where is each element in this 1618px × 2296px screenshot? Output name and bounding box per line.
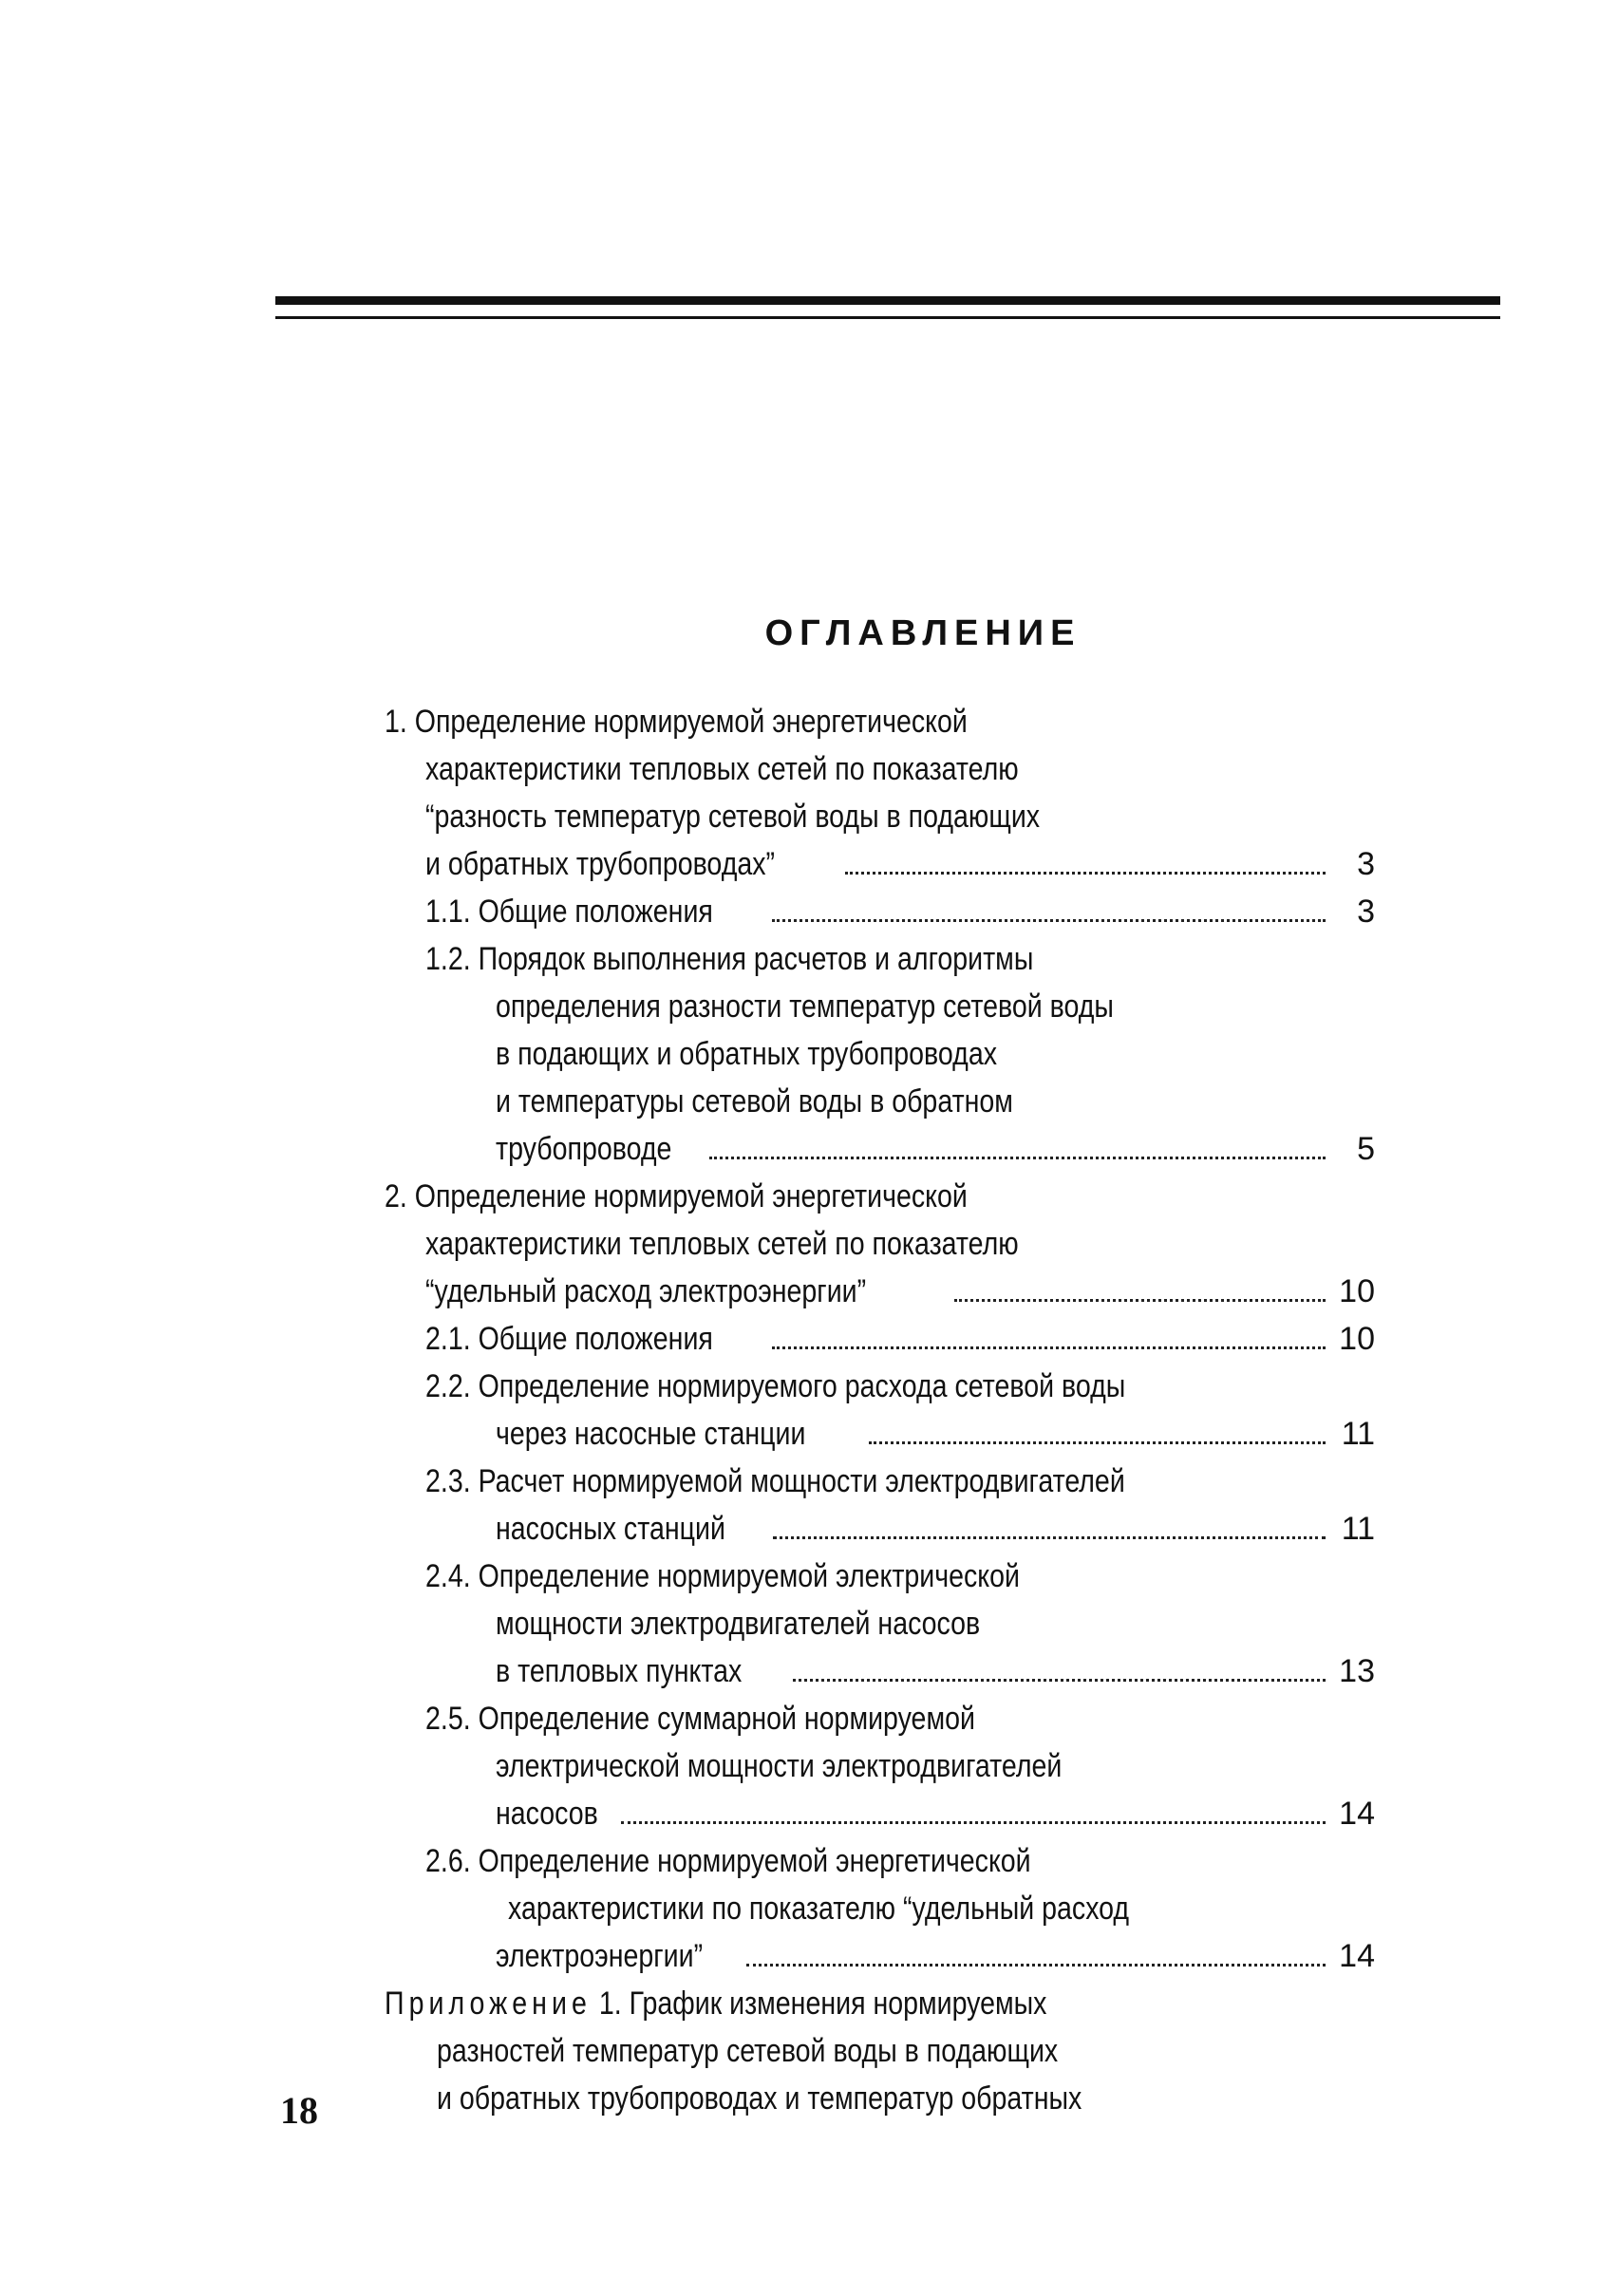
toc-entry-2-1-page: 10 bbox=[1339, 1321, 1375, 1357]
toc-entry-2-2-final-text: через насосные станции bbox=[496, 1416, 806, 1452]
toc-entry-1-2-final-text: трубопроводе bbox=[496, 1131, 672, 1167]
toc-entry-2-4-line-2: мощности электродвигателей насосов bbox=[496, 1606, 981, 1642]
dot-leader bbox=[746, 1964, 1326, 1967]
toc-entry-2-3-page: 11 bbox=[1341, 1511, 1375, 1547]
toc-entry-2-6-line-1: 2.6. Определение нормируемой энергетической bbox=[425, 1843, 1031, 1879]
dot-leader bbox=[621, 1821, 1326, 1824]
toc-entry-2-page: 10 bbox=[1339, 1273, 1375, 1309]
toc-entry-1-1-text: 1.1. Общие положения bbox=[425, 894, 713, 930]
toc-entry-1-2-line-3: в подающих и обратных трубопроводах bbox=[496, 1036, 997, 1072]
toc-title: ОГЛАВЛЕНИЕ bbox=[764, 613, 1082, 653]
toc-entry-2-5-final bbox=[496, 1795, 1375, 1833]
toc-entry-1-page: 3 bbox=[1357, 846, 1375, 882]
toc-entry-1-1 bbox=[425, 893, 1375, 931]
toc-entry-2-5-line-1: 2.5. Определение суммарной нормируемой bbox=[425, 1701, 975, 1737]
toc-entry-2-3-line-1: 2.3. Расчет нормируемой мощности электродвигателей bbox=[425, 1463, 1125, 1499]
toc-entry-2-6-final-text: электроэнергии” bbox=[496, 1938, 704, 1974]
dot-leader bbox=[709, 1157, 1326, 1159]
toc-entry-1-2-line-2: определения разности температур сетевой воды bbox=[496, 988, 1114, 1025]
toc-entry-2-line-2: характеристики тепловых сетей по показателю bbox=[425, 1226, 1019, 1262]
toc-entry-2-line-1: 2. Определение нормируемой энергетической bbox=[385, 1178, 968, 1214]
toc-appendix-line-1 bbox=[385, 1985, 1046, 2023]
dot-leader bbox=[793, 1679, 1326, 1682]
toc-entry-2-6-final bbox=[496, 1937, 1375, 1975]
toc-entry-2-2-line-1: 2.2. Определение нормируемого расхода сетевой воды bbox=[425, 1368, 1126, 1404]
dot-leader bbox=[954, 1299, 1326, 1302]
toc-entry-2-5-final-text: насосов bbox=[496, 1796, 598, 1832]
dot-leader bbox=[845, 872, 1326, 875]
toc-entry-2-2-final bbox=[496, 1415, 1375, 1453]
toc-entry-2-4-final-text: в тепловых пунктах bbox=[496, 1653, 743, 1689]
toc-entry-1-2-line-4: и температуры сетевой воды в обратном bbox=[496, 1083, 1013, 1120]
toc-entry-2-6-line-2: характеристики по показателю “удельный расход bbox=[508, 1891, 1130, 1927]
page-number: 18 bbox=[280, 2089, 318, 2132]
toc-entry-2-2-page: 11 bbox=[1341, 1416, 1375, 1452]
toc-entry-2-1 bbox=[425, 1320, 1375, 1358]
toc-entry-2-6-page: 14 bbox=[1339, 1938, 1375, 1974]
dot-leader bbox=[773, 1536, 1326, 1539]
toc-appendix-line-3: и обратных трубопроводах и температур обратных bbox=[437, 2080, 1082, 2117]
toc-entry-2-3-final bbox=[496, 1510, 1375, 1548]
toc-entry-1-line-3: “разность температур сетевой воды в подающих bbox=[425, 799, 1041, 835]
toc-entry-1-final-text: и обратных трубопроводах” bbox=[425, 846, 776, 882]
dot-leader bbox=[772, 919, 1326, 922]
toc-entry-2-4-final bbox=[496, 1652, 1375, 1690]
dot-leader bbox=[869, 1441, 1326, 1444]
toc-entry-2-5-page: 14 bbox=[1339, 1796, 1375, 1832]
toc-entry-2-final bbox=[425, 1272, 1375, 1310]
toc-entry-2-3-final-text: насосных станций bbox=[496, 1511, 725, 1547]
toc-entry-2-4-line-1: 2.4. Определение нормируемой электрической bbox=[425, 1558, 1020, 1594]
toc-appendix-text-1: 1. График изменения нормируемых bbox=[598, 1985, 1047, 2022]
toc-entry-1-final bbox=[425, 845, 1375, 883]
toc-entry-1-2-final bbox=[496, 1130, 1375, 1168]
toc-entry-1-line-1: 1. Определение нормируемой энергетической bbox=[385, 704, 968, 740]
toc-entry-1-2-line-1: 1.2. Порядок выполнения расчетов и алгоритмы bbox=[425, 941, 1034, 977]
toc-entry-2-1-text: 2.1. Общие положения bbox=[425, 1321, 713, 1357]
toc-entry-1-2-page: 5 bbox=[1357, 1131, 1375, 1167]
toc-entry-2-final-text: “удельный расход электроэнергии” bbox=[425, 1273, 867, 1309]
dot-leader bbox=[772, 1346, 1326, 1349]
toc-entry-1-1-page: 3 bbox=[1357, 894, 1375, 930]
toc-entry-1-line-2: характеристики тепловых сетей по показателю bbox=[425, 751, 1019, 787]
toc-entry-2-5-line-2: электрической мощности электродвигателей bbox=[496, 1748, 1063, 1784]
toc-entry-2-4-page: 13 bbox=[1339, 1653, 1375, 1689]
toc-appendix-label: Приложение bbox=[385, 1985, 592, 2022]
toc-appendix-line-2: разностей температур сетевой воды в подающих bbox=[437, 2033, 1059, 2069]
